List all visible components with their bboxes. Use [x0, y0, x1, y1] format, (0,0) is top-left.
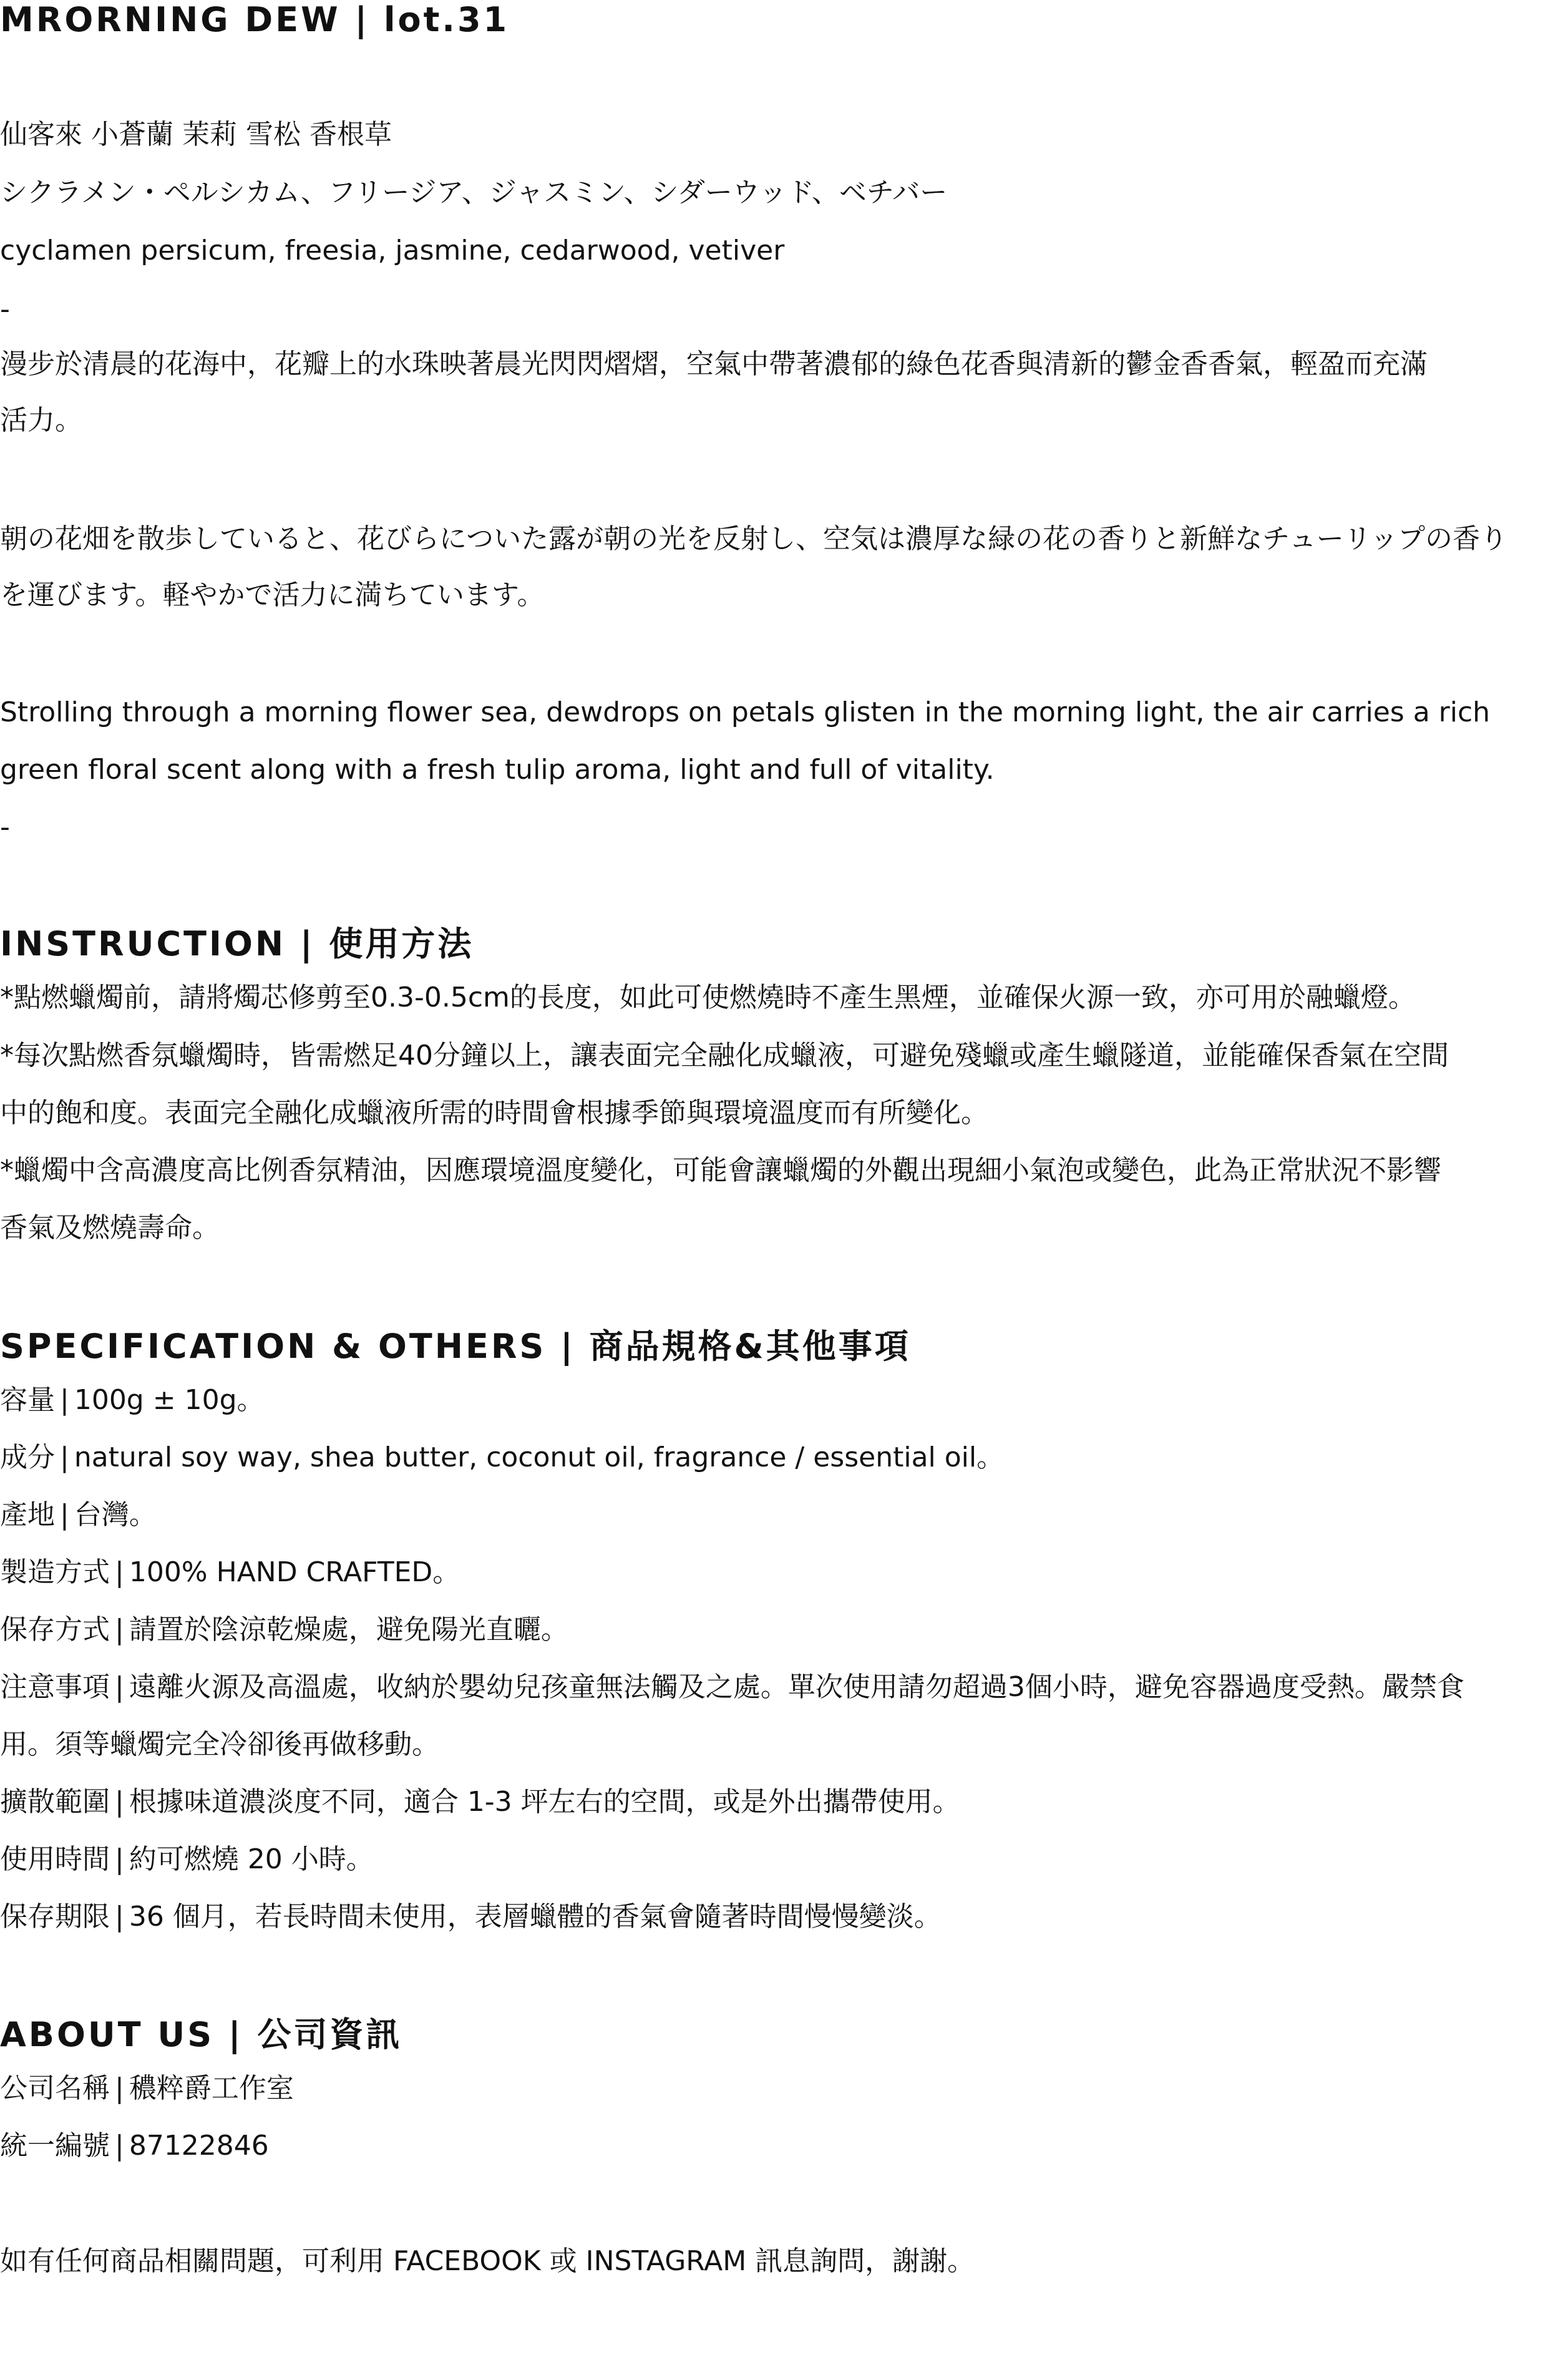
spec-row-shelf-life: [0, 1902, 1558, 1932]
spec-value: 100% HAND CRAFTED。: [129, 1556, 460, 1588]
spec-value: 根據味道濃淡度不同，適合 1-3 坪左右的空間，或是外出攜帶使用。: [129, 1786, 960, 1818]
about-row-company-name: [0, 2074, 1558, 2104]
spec-label: 保存方式 |: [0, 1614, 129, 1646]
description-english-line-2: green floral scent along with a fresh tulip aroma, light and full of vitality.: [0, 754, 995, 786]
spec-label: 容量 |: [0, 1384, 74, 1416]
instruction-line: *每次點燃香氛蠟燭時，皆需燃足40分鐘以上，讓表面完全融化成蠟液，可避免殘蠟或產生蠟隧道，並能確保香氣在空間: [0, 1040, 1449, 1071]
spec-label: 使用時間 |: [0, 1843, 129, 1875]
notes-english: cyclamen persicum, freesia, jasmine, cedarwood, vetiver: [0, 235, 785, 266]
divider-dash: -: [0, 293, 10, 325]
about-label: 公司名稱 |: [0, 2072, 129, 2104]
spec-row-manufacturing: [0, 1558, 1558, 1587]
spec-value: 台灣。: [74, 1499, 157, 1531]
spec-label: 注意事項 |: [0, 1671, 129, 1703]
instruction-line: 中的飽和度。表面完全融化成蠟液所需的時間會根據季節與環境溫度而有所變化。: [0, 1097, 988, 1129]
spec-value: 用。須等蠟燭完全冷卻後再做移動。: [0, 1729, 439, 1760]
spec-value: 36 個月，若長時間未使用，表層蠟體的香氣會隨著時間慢慢變淡。: [129, 1901, 942, 1933]
spec-row-ingredients: [0, 1443, 1558, 1473]
description-chinese-line-2: 活力。: [0, 404, 82, 436]
notes-japanese: シクラメン・ペルシカム、フリージア、ジャスミン、シダーウッド、ベチバー: [0, 177, 948, 208]
spec-value: 約可燃燒 20 小時。: [129, 1843, 374, 1875]
spec-row-storage: [0, 1615, 1558, 1645]
spec-row-precautions-continued: [0, 1730, 1558, 1760]
spec-label: 擴散範圍 |: [0, 1786, 129, 1818]
divider-dash: -: [0, 811, 10, 843]
about-row-tax-id: [0, 2131, 1558, 2161]
instruction-line: 香氣及燃燒壽命。: [0, 1212, 220, 1244]
contact-note: 如有任何商品相關問題，可利用 FACEBOOK 或 INSTAGRAM 訊息詢問，謝謝。: [0, 2245, 975, 2277]
about-label: 統一編號 |: [0, 2130, 129, 2162]
about-value: 87122846: [129, 2130, 269, 2162]
spec-row-origin: [0, 1500, 1558, 1530]
spec-label: 保存期限 |: [0, 1901, 129, 1933]
spec-label: 製造方式 |: [0, 1556, 129, 1588]
instruction-line: *蠟燭中含高濃度高比例香氛精油，因應環境溫度變化，可能會讓蠟燭的外觀出現細小氣泡或變色，此為正常狀況不影響: [0, 1154, 1441, 1186]
spec-value: 100g ± 10g。: [74, 1384, 265, 1416]
description-japanese-line-1: 朝の花畑を散歩していると、花びらについた露が朝の光を反射し、空気は濃厚な緑の花の香りと新鮮なチューリップの香り: [0, 523, 1508, 555]
instruction-heading: INSTRUCTION | 使用方法: [0, 924, 474, 963]
description-chinese-line-1: 漫步於清晨的花海中，花瓣上的水珠映著晨光閃閃熠熠，空氣中帶著濃郁的綠色花香與清新的鬱金香香氣，輕盈而充滿: [0, 348, 1428, 380]
spec-label: 成分 |: [0, 1441, 74, 1473]
spec-row-precautions: [0, 1672, 1558, 1702]
specification-heading: SPECIFICATION & OTHERS | 商品規格&其他事項: [0, 1327, 911, 1366]
description-japanese-line-2: を運びます。軽やかで活力に満ちています。: [0, 579, 545, 611]
spec-value: 請置於陰涼乾燥處，避免陽光直曬。: [129, 1614, 568, 1646]
spec-value: natural soy way, shea butter, coconut oil, fragrance / essential oil。: [74, 1441, 1005, 1473]
about-value: 穠粹爵工作室: [129, 2072, 294, 2104]
spec-row-burn-time: [0, 1845, 1558, 1875]
product-title: MRORNING DEW | lot.31: [0, 0, 510, 39]
spec-row-capacity: [0, 1385, 1558, 1415]
description-english-line-1: Strolling through a morning flower sea, dewdrops on petals glisten in the morning light, the air carries a rich: [0, 696, 1491, 728]
about-us-heading: ABOUT US | 公司資訊: [0, 2015, 402, 2054]
spec-value: 遠離火源及高溫處，收納於嬰幼兒孩童無法觸及之處。單次使用請勿超過3個小時，避免容器過度受熱。嚴禁食: [129, 1671, 1464, 1703]
spec-label: 產地 |: [0, 1499, 74, 1531]
notes-chinese: 仙客來 小蒼蘭 茉莉 雪松 香根草: [0, 119, 392, 150]
instruction-line: *點燃蠟燭前，請將燭芯修剪至0.3-0.5cm的長度，如此可使燃燒時不產生黑煙，並確保火源一致，亦可用於融蠟燈。: [0, 982, 1416, 1013]
spec-row-diffusion-range: [0, 1787, 1558, 1817]
